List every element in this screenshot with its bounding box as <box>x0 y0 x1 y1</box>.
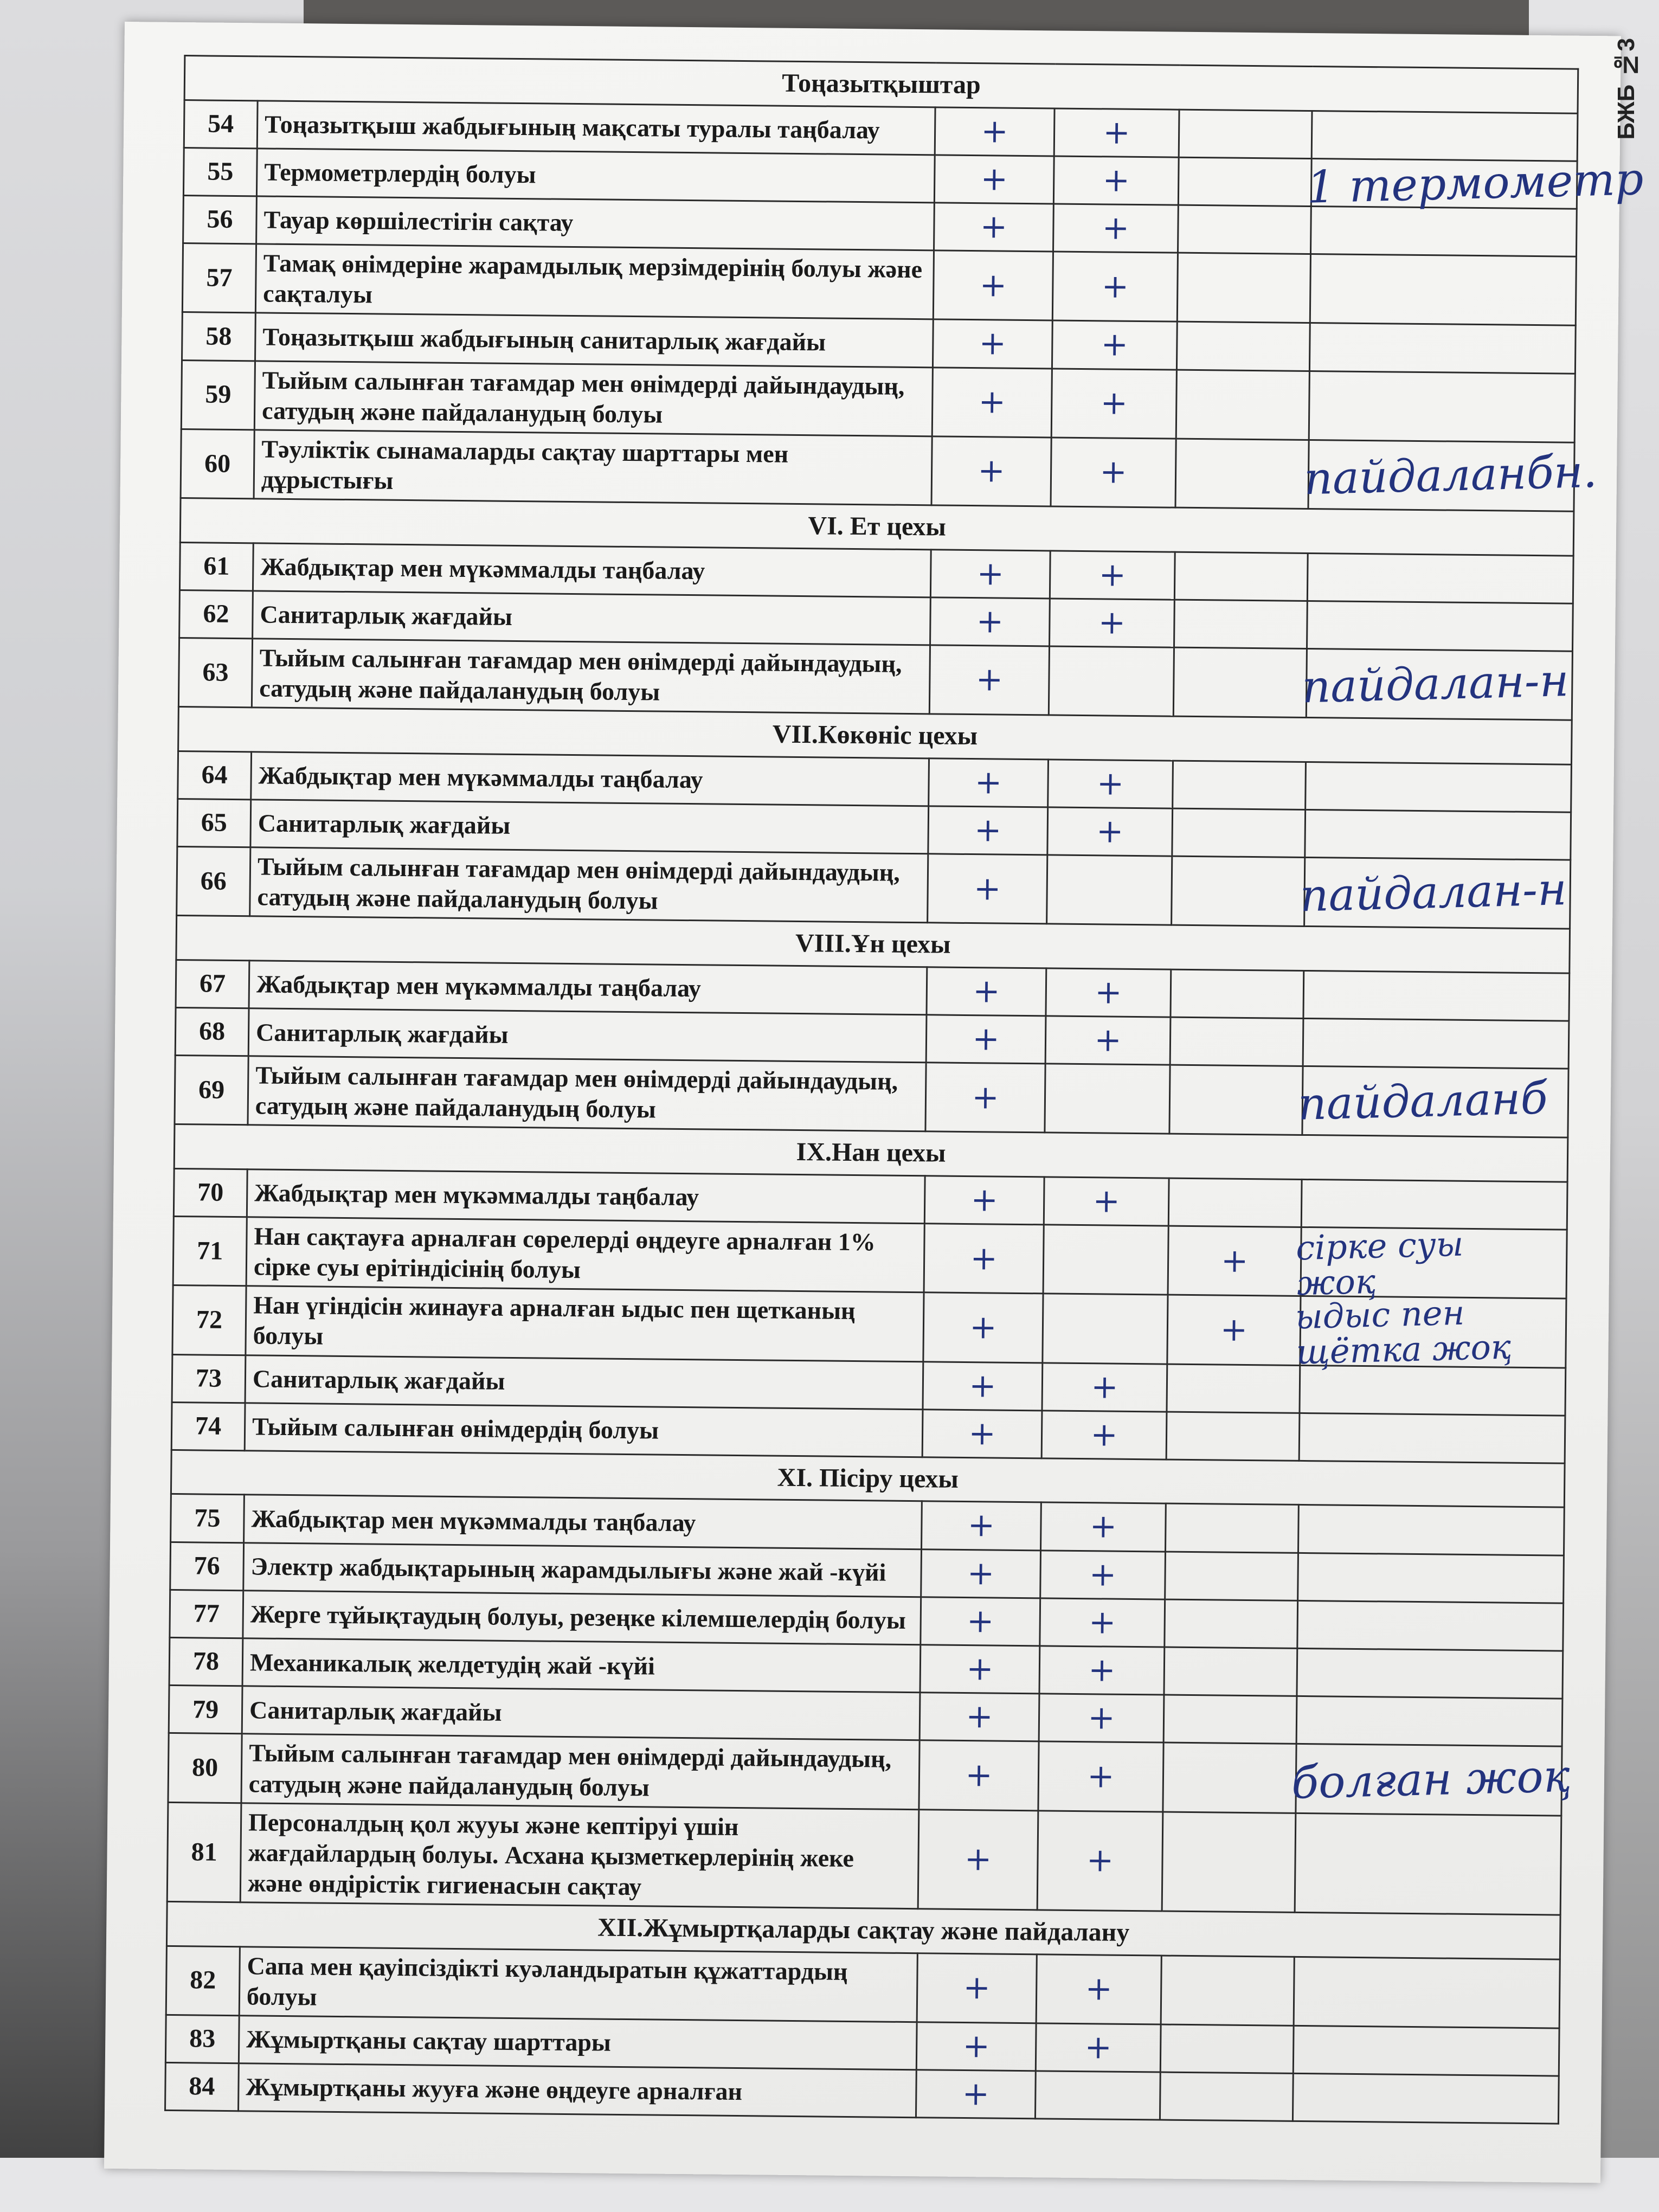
mark-cell-3[interactable] <box>1178 157 1311 207</box>
handwritten-note: пайдалан-н <box>1301 655 1570 713</box>
mark-cell-3[interactable] <box>1160 2072 1293 2121</box>
handwritten-mark: + <box>973 869 1001 908</box>
note-cell[interactable] <box>1309 323 1576 374</box>
handwritten-mark: + <box>1086 1841 1114 1880</box>
handwritten-note: пайдалан-н <box>1299 864 1567 922</box>
handwritten-mark: + <box>970 1181 999 1219</box>
mark-cell-1[interactable] <box>919 1740 1039 1810</box>
handwritten-note: 1 термометр <box>1306 153 1644 214</box>
note-cell[interactable] <box>1297 1066 1568 1138</box>
row-number: 83 <box>165 2015 239 2063</box>
note-cell[interactable] <box>1298 1553 1564 1603</box>
mark-cell-3[interactable] <box>1165 1552 1298 1601</box>
handwritten-note: пайдаланбн. <box>1303 446 1598 505</box>
table-row <box>182 243 1576 326</box>
note-cell[interactable] <box>1298 1505 1564 1555</box>
note-cell[interactable] <box>1309 371 1575 442</box>
mark-cell-1[interactable] <box>924 1224 1044 1294</box>
handwritten-mark: + <box>970 1239 998 1278</box>
mark-cell-3[interactable] <box>1160 2024 1294 2074</box>
row-number: 54 <box>184 100 258 148</box>
handwritten-note: ыдыс пен щётка жоқ <box>1295 1293 1512 1372</box>
note-cell[interactable] <box>1296 1696 1562 1747</box>
mark-cell-3[interactable] <box>1173 761 1306 810</box>
note-cell[interactable] <box>1297 1648 1563 1699</box>
handwritten-mark: + <box>1102 161 1130 200</box>
mark-cell-3[interactable] <box>1172 808 1306 858</box>
row-number: 77 <box>170 1590 243 1638</box>
requirement-text: Тамақ өнімдеріне жарамдылық мерзімдерінің болуы және сақталуы <box>255 244 934 319</box>
requirement-text: Жабдықтар мен мүкәммалды таңбалау <box>247 1169 925 1224</box>
handwritten-mark: + <box>974 811 1002 850</box>
mark-cell-2[interactable] <box>1053 156 1179 205</box>
note-cell[interactable] <box>1290 1744 1571 1816</box>
note-cell[interactable] <box>1295 1224 1567 1303</box>
mark-cell-2[interactable] <box>1036 2023 1161 2072</box>
mark-cell-3[interactable] <box>1167 1364 1300 1413</box>
row-number: 71 <box>173 1217 247 1287</box>
requirement-text: Персоналдың қол жууы және кептіруі үшін жағдайлардың болуы. Асхана қызметкерлерінің жеке және өндірістік гигиенасын сақтау <box>240 1803 919 1908</box>
row-number: 79 <box>169 1686 242 1734</box>
mark-cell-3[interactable] <box>1166 1504 1299 1553</box>
table-row <box>167 1802 1561 1915</box>
mark-cell-3[interactable] <box>1174 600 1308 649</box>
handwritten-mark: + <box>1085 1970 1113 2008</box>
row-number: 57 <box>182 243 256 313</box>
mark-cell-2[interactable] <box>1038 1741 1163 1811</box>
row-number: 75 <box>171 1494 245 1542</box>
mark-cell-1[interactable] <box>921 1597 1040 1646</box>
mark-cell-1[interactable] <box>925 1063 1045 1133</box>
row-number: 65 <box>177 799 251 847</box>
handwritten-mark: + <box>1101 325 1129 364</box>
requirement-text: Жабдықтар мен мүкәммалды таңбалау <box>253 543 931 597</box>
row-number: 59 <box>181 360 255 430</box>
note-cell[interactable] <box>1301 648 1572 720</box>
handwritten-mark: + <box>1089 1555 1117 1594</box>
mark-cell-2[interactable] <box>1043 1225 1168 1295</box>
mark-cell-1[interactable] <box>927 967 1046 1016</box>
handwritten-mark: + <box>972 972 1000 1011</box>
requirement-text: Тауар көршілестігін сақтау <box>256 196 935 250</box>
requirement-text: Санитарлық жағдайы <box>250 800 929 854</box>
handwritten-mark: + <box>972 1078 1000 1117</box>
handwritten-mark: + <box>975 660 1004 699</box>
requirement-text: Сапа мен қауіпсіздікті куәландыратын құжаттардың болуы <box>239 1946 917 2022</box>
note-cell[interactable] <box>1300 1365 1566 1416</box>
requirement-text: Нан сақтауға арналған сөрелерді өңдеуге арналған 1% сірке суы ерітіндісінің болуы <box>246 1217 924 1293</box>
handwritten-mark: + <box>1094 1021 1122 1059</box>
row-number: 69 <box>175 1056 248 1126</box>
mark-cell-1[interactable] <box>926 1015 1046 1064</box>
handwritten-mark: + <box>979 266 1007 305</box>
handwritten-mark: + <box>966 1602 994 1641</box>
handwritten-mark: + <box>967 1506 995 1545</box>
handwritten-mark: + <box>974 763 1002 802</box>
mark-cell-1[interactable] <box>929 645 1049 715</box>
mark-cell-2[interactable] <box>1051 438 1176 507</box>
requirement-text: Санитарлық жағдайы <box>245 1355 923 1409</box>
row-number: 76 <box>170 1542 244 1590</box>
mark-cell-1[interactable] <box>932 367 1052 437</box>
requirement-text: Тыйым салынған тағамдар мен өнімдерді дайындаудың, сатудың және пайдаланудың болуы <box>254 361 933 436</box>
mark-cell-2[interactable] <box>1039 1646 1165 1695</box>
handwritten-mark: + <box>963 1969 991 2007</box>
row-number: 62 <box>179 590 253 638</box>
handwritten-mark: + <box>981 112 1009 151</box>
handwritten-mark: + <box>976 554 1005 593</box>
mark-cell-1[interactable] <box>930 597 1050 646</box>
row-number: 68 <box>175 1007 249 1056</box>
handwritten-mark: + <box>1088 1651 1116 1689</box>
note-cell[interactable] <box>1307 553 1573 603</box>
mark-cell-3[interactable] <box>1166 1412 1300 1461</box>
note-cell[interactable] <box>1303 440 1598 511</box>
note-cell[interactable] <box>1299 1413 1565 1463</box>
mark-cell-1[interactable] <box>919 1693 1039 1741</box>
section-title: XII.Жұмыртқаларды сақтау және пайдалану <box>166 1901 1560 1959</box>
mark-cell-1[interactable] <box>933 250 1053 320</box>
mark-cell-2[interactable] <box>1054 108 1179 157</box>
mark-cell-2[interactable] <box>1036 1954 1161 2024</box>
requirement-text: Тәуліктік сынамаларды сақтау шарттары мен дұрыстығы <box>254 430 932 505</box>
mark-cell-3[interactable] <box>1163 1695 1297 1744</box>
handwritten-note: болған жоқ <box>1290 1750 1571 1809</box>
mark-cell-1[interactable] <box>916 2070 1036 2119</box>
row-number: 67 <box>176 960 249 1008</box>
mark-cell-1[interactable] <box>923 1361 1043 1410</box>
mark-cell-1[interactable] <box>935 107 1054 156</box>
row-number: 84 <box>165 2062 239 2111</box>
mark-cell-1[interactable] <box>930 549 1050 598</box>
table-row <box>172 1285 1566 1368</box>
handwritten-mark: + <box>1098 603 1126 642</box>
handwritten-note: пайдаланб <box>1297 1072 1548 1131</box>
mark-cell-3[interactable] <box>1169 1065 1303 1135</box>
note-cell[interactable] <box>1310 254 1576 326</box>
handwritten-mark: + <box>1100 384 1128 422</box>
table-row <box>177 847 1571 929</box>
requirement-text: Санитарлық жағдайы <box>248 1008 927 1063</box>
mark-cell-2[interactable] <box>1044 1177 1169 1226</box>
mark-cell-2[interactable] <box>1043 1294 1168 1364</box>
handwritten-note: сірке суы жоқ <box>1295 1224 1464 1303</box>
mark-cell-3[interactable] <box>1162 1812 1296 1913</box>
handwritten-mark: + <box>1103 113 1131 152</box>
section-title: Тоңазытқыштар <box>184 56 1578 113</box>
mark-cell-1[interactable] <box>918 1809 1038 1909</box>
mark-cell-3[interactable] <box>1168 1226 1301 1296</box>
mark-cell-3[interactable] <box>1176 370 1309 440</box>
mark-cell-2[interactable] <box>1035 2071 1160 2120</box>
handwritten-mark: + <box>1088 1603 1116 1642</box>
mark-cell-3[interactable] <box>1177 253 1310 323</box>
mark-cell-2[interactable] <box>1052 252 1178 321</box>
row-number: 64 <box>178 751 252 799</box>
handwritten-mark: + <box>1094 973 1122 1012</box>
row-number: 82 <box>166 1946 240 2016</box>
mark-cell-2[interactable] <box>1053 204 1179 253</box>
mark-cell-2[interactable] <box>1050 550 1175 599</box>
mark-cell-2[interactable] <box>1040 1551 1166 1599</box>
handwritten-mark: + <box>966 1697 994 1736</box>
handwritten-mark: + <box>1090 1367 1118 1406</box>
mark-cell-3[interactable] <box>1173 647 1307 718</box>
mark-cell-2[interactable] <box>1051 368 1176 438</box>
requirement-text: Тоңазытқыш жабдығының мақсаты туралы таңбалау <box>257 100 935 155</box>
row-number: 72 <box>172 1285 246 1355</box>
row-number: 78 <box>169 1637 243 1686</box>
mark-cell-1[interactable] <box>920 1645 1040 1694</box>
handwritten-mark: + <box>966 1650 994 1688</box>
handwritten-mark: + <box>1220 1310 1248 1349</box>
handwritten-mark: + <box>980 208 1008 246</box>
mark-cell-2[interactable] <box>1048 760 1173 808</box>
handwritten-mark: + <box>962 2074 990 2113</box>
note-cell[interactable] <box>1306 153 1644 214</box>
handwritten-mark: + <box>978 452 1006 490</box>
row-number: 58 <box>182 312 256 361</box>
handwritten-mark: + <box>1092 1182 1121 1220</box>
note-cell[interactable] <box>1303 1018 1569 1069</box>
handwritten-mark: + <box>1088 1699 1116 1737</box>
mark-cell-1[interactable] <box>916 2022 1036 2070</box>
mark-cell-1[interactable] <box>934 155 1054 204</box>
mark-cell-1[interactable] <box>922 1409 1042 1458</box>
mark-cell-3[interactable] <box>1167 1295 1301 1365</box>
mark-cell-2[interactable] <box>1050 599 1175 647</box>
note-cell[interactable] <box>1307 601 1573 651</box>
note-cell[interactable] <box>1297 1600 1564 1651</box>
mark-cell-2[interactable] <box>1047 807 1173 856</box>
row-number: 73 <box>172 1354 246 1403</box>
note-cell[interactable] <box>1299 857 1571 929</box>
mark-cell-3[interactable] <box>1161 1956 1294 2026</box>
mark-cell-2[interactable] <box>1045 1064 1170 1134</box>
table-row <box>181 360 1575 442</box>
handwritten-mark: + <box>1101 267 1129 306</box>
mark-cell-2[interactable] <box>1045 1016 1171 1065</box>
mark-cell-1[interactable] <box>931 436 1051 506</box>
row-number: 55 <box>183 147 257 196</box>
table-row <box>166 1946 1560 2028</box>
row-number: 70 <box>173 1168 247 1217</box>
note-cell[interactable] <box>1303 970 1570 1021</box>
mark-cell-3[interactable] <box>1179 110 1312 159</box>
note-cell[interactable] <box>1301 1179 1567 1230</box>
handwritten-mark: + <box>978 383 1006 421</box>
requirement-text: Жұмыртқаны сақтау шарттары <box>239 2015 917 2069</box>
section-title: VIII.Ұн цехы <box>176 916 1570 973</box>
handwritten-mark: + <box>1090 1415 1118 1454</box>
handwritten-mark: + <box>964 1840 992 1879</box>
note-cell[interactable] <box>1293 2073 1559 2124</box>
mark-cell-1[interactable] <box>928 806 1048 855</box>
mark-cell-2[interactable] <box>1041 1502 1166 1551</box>
mark-cell-3[interactable] <box>1175 439 1309 509</box>
mark-cell-2[interactable] <box>1052 320 1177 369</box>
requirement-text: Санитарлық жағдайы <box>253 591 931 645</box>
mark-cell-1[interactable] <box>924 1176 1044 1225</box>
requirement-text: Жұмыртқаны жууға және өңдеуге арналған <box>239 2063 917 2118</box>
handwritten-mark: + <box>967 1554 995 1593</box>
note-cell[interactable] <box>1295 1813 1561 1915</box>
handwritten-mark: + <box>968 1414 996 1453</box>
mark-cell-3[interactable] <box>1176 321 1310 371</box>
mark-cell-1[interactable] <box>923 1293 1043 1362</box>
handwritten-mark: + <box>976 602 1004 641</box>
mark-cell-2[interactable] <box>1049 646 1174 716</box>
table-row <box>175 1056 1568 1138</box>
handwritten-mark: + <box>969 1308 997 1347</box>
requirement-text: Тоңазытқыш жабдығының санитарлық жағдайы <box>255 313 934 367</box>
row-number: 56 <box>183 195 257 243</box>
mark-cell-1[interactable] <box>933 319 1052 368</box>
handwritten-mark: + <box>1099 453 1128 492</box>
section-title: VII.Көкөніс цехы <box>178 707 1572 764</box>
note-cell[interactable] <box>1310 206 1577 256</box>
handwritten-mark: + <box>962 2027 991 2066</box>
handwritten-mark: + <box>1220 1242 1249 1280</box>
requirement-text: Жабдықтар мен мүкәммалды таңбалау <box>249 961 927 1015</box>
requirement-text: Тыйым салынған өнімдердің болуы <box>245 1403 923 1457</box>
section-title: IX.Нан цехы <box>174 1124 1568 1182</box>
handwritten-mark: + <box>1096 812 1124 851</box>
row-number: 81 <box>167 1802 241 1902</box>
mark-cell-3[interactable] <box>1168 1178 1302 1227</box>
handwritten-mark: + <box>968 1366 996 1405</box>
requirement-text: Нан үгіндісін жинауға арналған ыдыс пен щетканың болуы <box>246 1286 924 1361</box>
table-row <box>173 1217 1567 1299</box>
requirement-text: Механикалық желдетудің жай -күйі <box>242 1638 921 1693</box>
requirement-text: Термометрлердің болуы <box>256 149 935 203</box>
mark-cell-3[interactable] <box>1170 1017 1303 1066</box>
note-cell[interactable] <box>1294 1957 1560 2028</box>
mark-cell-2[interactable] <box>1046 968 1171 1017</box>
mark-cell-3[interactable] <box>1178 205 1311 254</box>
handwritten-mark: + <box>1087 1757 1115 1796</box>
handwritten-mark: + <box>1102 209 1130 247</box>
table-row <box>181 429 1574 511</box>
section-title: XI. Пісіру цехы <box>171 1450 1565 1507</box>
row-number: 80 <box>168 1733 242 1803</box>
mark-cell-2[interactable] <box>1040 1598 1165 1647</box>
note-cell[interactable] <box>1306 762 1572 812</box>
handwritten-mark: + <box>965 1756 993 1795</box>
mark-cell-1[interactable] <box>934 203 1054 252</box>
requirement-text: Тыйым салынған тағамдар мен өнімдерді дайындаудың, сатудың және пайдаланудың болуы <box>248 1056 926 1131</box>
note-cell[interactable] <box>1295 1293 1566 1372</box>
row-number: 60 <box>181 429 254 499</box>
requirement-text: Тыйым салынған тағамдар мен өнімдерді дайындаудың, сатудың және пайдаланудың болуы <box>241 1734 919 1809</box>
section-title: VI. Ет цехы <box>180 498 1574 555</box>
handwritten-mark: + <box>979 324 1007 363</box>
requirement-text: Санитарлық жағдайы <box>242 1686 920 1740</box>
requirement-text: Жерге тұйықтаудың болуы, резеңке кілемшелердің болуы <box>243 1591 921 1645</box>
requirement-text: Электр жабдықтарының жарамдылығы және жай -күйі <box>243 1542 922 1597</box>
note-cell[interactable] <box>1293 2025 1559 2076</box>
mark-cell-3[interactable] <box>1164 1647 1297 1696</box>
note-cell[interactable] <box>1311 111 1578 161</box>
handwritten-mark: + <box>1096 764 1124 803</box>
row-number: 63 <box>178 638 252 708</box>
requirement-text: Тыйым салынған тағамдар мен өнімдерді дайындаудың, сатудың және пайдаланудың болуы <box>250 847 928 923</box>
mark-cell-2[interactable] <box>1042 1362 1167 1411</box>
mark-cell-1[interactable] <box>917 1953 1037 2023</box>
requirement-text: Жабдықтар мен мүкәммалды таңбалау <box>244 1495 922 1549</box>
handwritten-mark: + <box>980 159 1008 198</box>
document-side-tag: БЖБ №3 <box>1613 38 1639 140</box>
handwritten-mark: + <box>1089 1507 1117 1546</box>
mark-cell-3[interactable] <box>1165 1599 1298 1649</box>
mark-cell-1[interactable] <box>928 854 1047 924</box>
table-row <box>178 638 1572 720</box>
mark-cell-3[interactable] <box>1174 552 1308 601</box>
mark-cell-1[interactable] <box>929 758 1049 807</box>
mark-cell-2[interactable] <box>1039 1694 1164 1742</box>
mark-cell-2[interactable] <box>1047 855 1172 925</box>
handwritten-mark: + <box>972 1020 1000 1058</box>
row-number: 61 <box>179 542 253 590</box>
handwritten-mark: + <box>1098 555 1127 594</box>
mark-cell-3[interactable] <box>1171 969 1304 1019</box>
mark-cell-2[interactable] <box>1041 1411 1167 1459</box>
table-row <box>168 1733 1562 1816</box>
row-number: 74 <box>171 1402 245 1450</box>
mark-cell-3[interactable] <box>1172 856 1305 927</box>
handwritten-mark: + <box>1084 2028 1113 2067</box>
mark-cell-3[interactable] <box>1163 1742 1296 1813</box>
mark-cell-2[interactable] <box>1037 1810 1163 1911</box>
requirement-text: Тыйым салынған тағамдар мен өнімдерді дайындаудың, сатудың және пайдаланудың болуы <box>252 639 930 714</box>
mark-cell-1[interactable] <box>921 1549 1041 1598</box>
mark-cell-1[interactable] <box>922 1501 1041 1550</box>
requirement-text: Жабдықтар мен мүкәммалды таңбалау <box>251 751 929 806</box>
row-number: 66 <box>177 847 250 917</box>
note-cell[interactable] <box>1305 809 1571 860</box>
